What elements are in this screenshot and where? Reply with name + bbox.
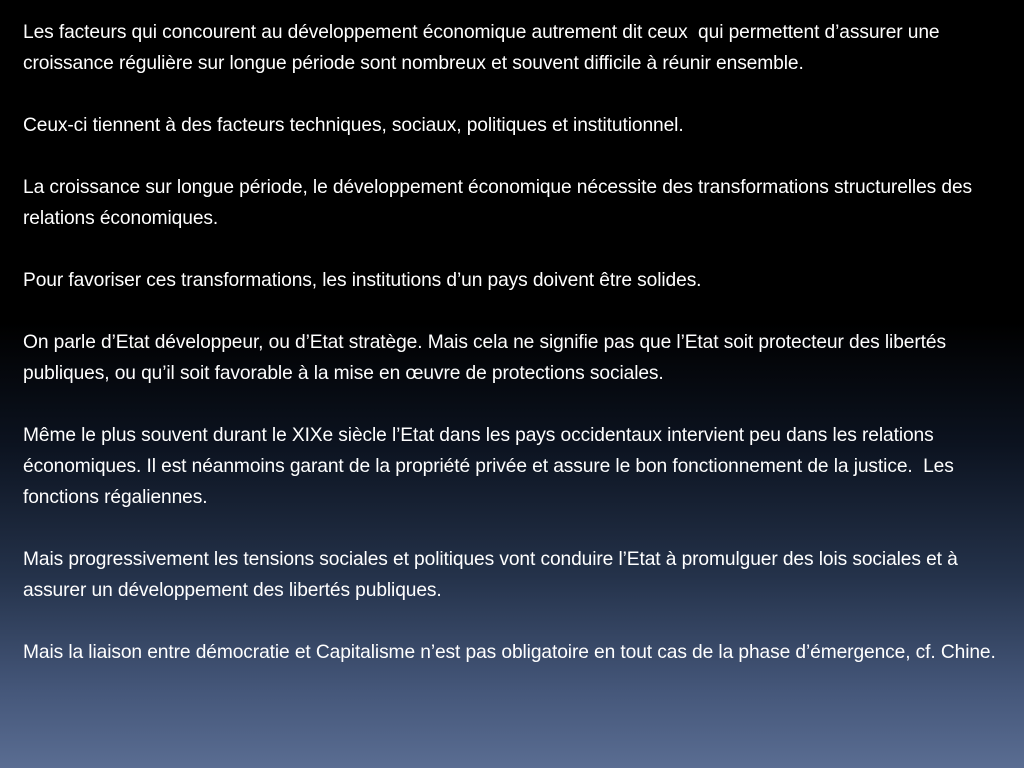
paragraph-social-laws: Mais progressivement les tensions sociales et politiques vont conduire l’Etat à promulguer des lois sociales et à assurer un développement des libertés publiques. — [23, 549, 963, 601]
paragraph-structural-transformations: La croissance sur longue période, le développement économique nécessite des transformations structurelles des relations économiques. — [23, 177, 978, 229]
paragraph-developmental-state: On parle d’Etat développeur, ou d’Etat stratège. Mais cela ne signifie pas que l’Etat soit protecteur des libertés publiques, ou qu’il soit favorable à la mise en œuvre de protections sociales. — [23, 332, 952, 384]
paragraph-factor-types: Ceux-ci tiennent à des facteurs techniques, sociaux, politiques et institutionnel. — [23, 115, 684, 136]
paragraph-solid-institutions: Pour favoriser ces transformations, les institutions d’un pays doivent être solides. — [23, 270, 702, 291]
slide-body — [23, 17, 998, 668]
paragraph-development-factors: Les facteurs qui concourent au développement économique autrement dit ceux qui permettent d’assurer une croissance régulière sur longue période sont nombreux et souvent difficile à réunir ensemble. — [23, 22, 945, 74]
paragraph-nineteenth-century-state: Même le plus souvent durant le XIXe siècle l’Etat dans les pays occidentaux intervient peu dans les relations économiques. Il est néanmoins garant de la propriété privée et assure le bon fonctionnement de la justice. Les fonctions régaliennes. — [23, 425, 959, 508]
paragraph-democracy-capitalism: Mais la liaison entre démocratie et Capitalisme n’est pas obligatoire en tout cas de la phase d’émergence, cf. Chine. — [23, 642, 996, 663]
